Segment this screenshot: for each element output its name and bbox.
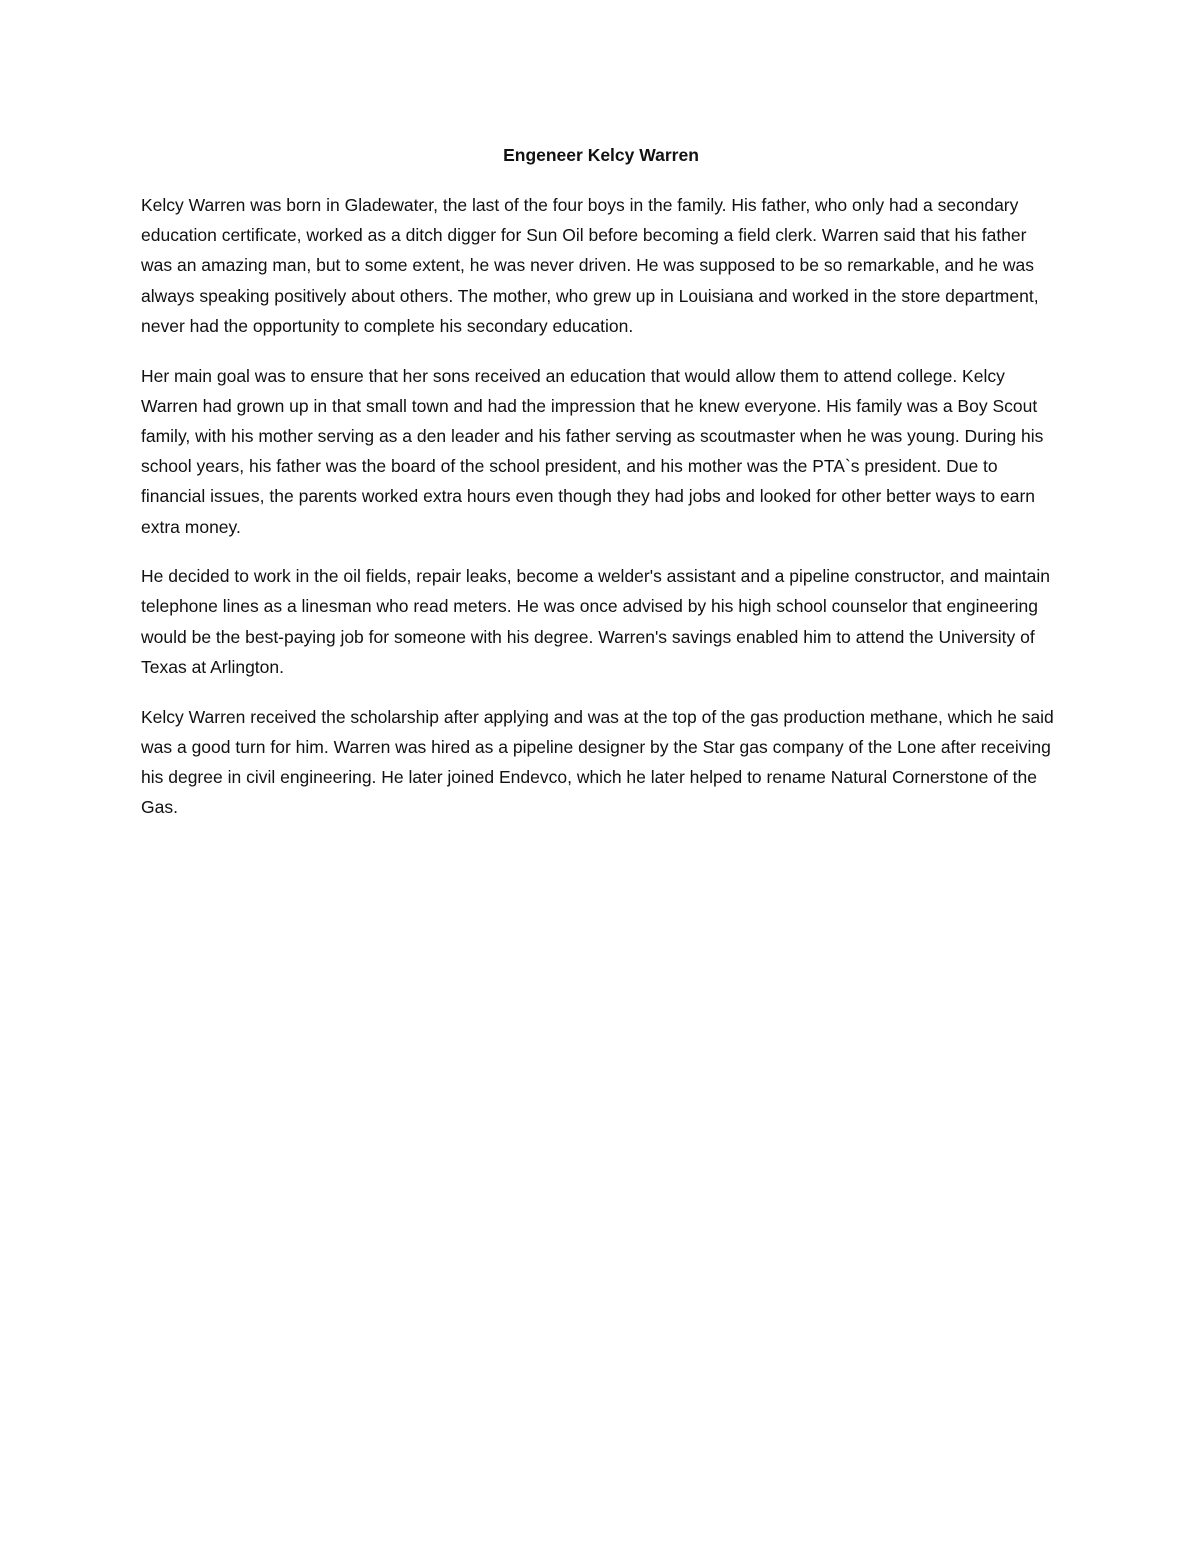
paragraph-4: Kelcy Warren received the scholarship after applying and was at the top of the gas production methane, which he said was a good turn for him. Warren was hired as a pipeline designer by the Star gas company of the Lone after receiving his degree in civil engineering. He later joined Endevco, which he later helped to rename Natural Cornerstone of the Gas. [141, 706, 1054, 818]
document-body [141, 140, 1061, 842]
paragraph-1: Kelcy Warren was born in Gladewater, the last of the four boys in the family. His father, who only had a secondary education certificate, worked as a ditch digger for Sun Oil before becoming a field clerk. Warren said that his father was an amazing man, but to some extent, he was never driven. He was supposed to be so remarkable, and he was always speaking positively about others. The mother, who grew up in Louisiana and worked in the store department, never had the opportunity to complete his secondary education. [141, 195, 1039, 336]
paragraph-2: Her main goal was to ensure that her sons received an education that would allow them to attend college. Kelcy Warren had grown up in that small town and had the impression that he knew everyone. His family was a Boy Scout family, with his mother serving as a den leader and his father serving as scoutmaster when he was young. During his school years, his father was the board of the school president, and his mother was the PTA`s president. Due to financial issues, the parents worked extra hours even though they had jobs and looked for other better ways to earn extra money. [141, 365, 1044, 537]
paragraph-3: He decided to work in the oil fields, repair leaks, become a welder's assistant and a pipeline constructor, and maintain telephone lines as a linesman who read meters. He was once advised by his high school counselor that engineering would be the best-paying job for someone with his degree. Warren's savings enabled him to attend the University of Texas at Arlington. [141, 566, 1050, 677]
document-title: Engeneer Kelcy Warren [503, 145, 699, 165]
